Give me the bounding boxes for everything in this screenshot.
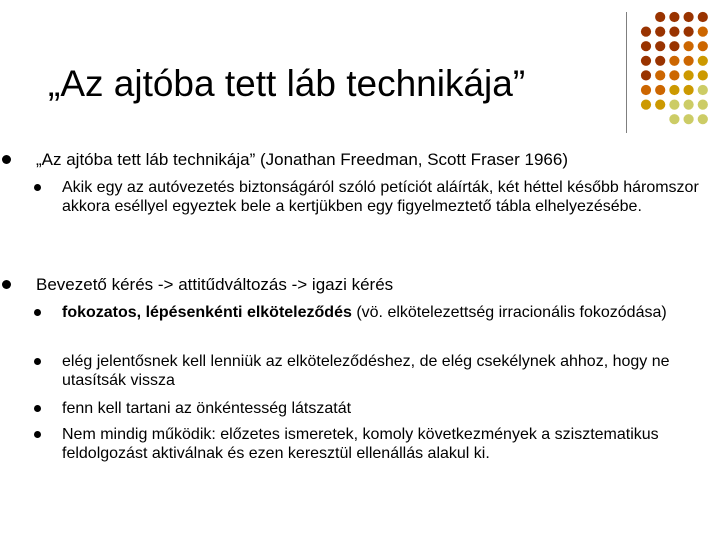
bullet-text: Bevezető kérés -> attitűdváltozás -> igazi kérés	[36, 275, 394, 294]
bullet-item	[36, 275, 706, 294]
decorative-dot	[669, 27, 679, 37]
decorative-dot	[655, 100, 665, 110]
decorative-dot	[669, 41, 679, 51]
decorative-dot	[684, 85, 694, 95]
bullet-item	[36, 150, 706, 169]
sub-bullet-text: Akik egy az autóvezetés biztonságáról szóló petíciót aláírták, két héttel később háromszor akkora eséllyel egyeztek bele a kertjükben egy figyelmeztető tábla elhelyezésébe.	[62, 179, 699, 215]
decorative-dot	[698, 27, 708, 37]
sub-bullet-item	[62, 425, 707, 463]
decorative-dot	[669, 12, 679, 22]
sub-bullet-item	[62, 178, 702, 216]
decorative-dot	[655, 27, 665, 37]
bullet-icon	[34, 309, 41, 316]
decorative-dot	[684, 41, 694, 51]
decorative-dot	[698, 70, 708, 80]
decorative-dot	[655, 56, 665, 66]
slide-title: „Az ajtóba tett láb technikája”	[48, 63, 526, 104]
decorative-dot	[641, 41, 651, 51]
decorative-dot	[669, 114, 679, 124]
decorative-dot	[669, 85, 679, 95]
sub-bullet-bold-text: fokozatos, lépésenkénti elköteleződés	[62, 304, 352, 321]
decorative-dot	[641, 85, 651, 95]
bullet-icon	[2, 280, 11, 289]
sub-bullet-text: (vö. elkötelezettség irracionális fokozódása)	[351, 304, 667, 321]
decorative-dot	[698, 41, 708, 51]
decorative-dot	[655, 70, 665, 80]
decorative-dot	[655, 85, 665, 95]
decorative-dot	[698, 85, 708, 95]
decorative-dot	[641, 70, 651, 80]
sub-bullet-item	[62, 399, 702, 418]
sub-bullet-text: Nem mindig működik: előzetes ismeretek, komoly következmények a szisztematikus feldolgozást aktiválnak és ezen keresztül ellenállás alakul ki.	[62, 426, 659, 462]
decorative-dot	[684, 100, 694, 110]
bullet-icon	[2, 155, 11, 164]
decorative-dot	[698, 56, 708, 66]
bullet-text: „Az ajtóba tett láb technikája” (Jonathan Freedman, Scott Fraser 1966)	[36, 150, 568, 169]
decorative-dot	[641, 100, 651, 110]
sub-bullet-text: fenn kell tartani az önkéntesség látszatát	[62, 400, 352, 417]
decorative-dot	[684, 70, 694, 80]
decorative-dot	[684, 12, 694, 22]
decorative-dot	[684, 56, 694, 66]
decorative-dot	[641, 56, 651, 66]
bullet-icon	[34, 358, 41, 365]
decorative-dot	[698, 12, 708, 22]
bullet-icon	[34, 431, 41, 438]
bullet-icon	[34, 184, 41, 191]
decorative-dot	[669, 100, 679, 110]
decorative-dot	[698, 100, 708, 110]
sub-bullet-item	[62, 303, 702, 322]
decorative-dot	[684, 114, 694, 124]
decorative-dot	[684, 27, 694, 37]
decorative-dot	[698, 114, 708, 124]
decorative-dot	[669, 56, 679, 66]
decorative-dot	[641, 27, 651, 37]
decorative-dot	[655, 12, 665, 22]
sub-bullet-text: elég jelentősnek kell lenniük az elköteleződéshez, de elég csekélynek ahhoz, hogy ne utasítsák vissza	[62, 353, 670, 389]
decorative-dot-grid	[0, 0, 720, 140]
decorative-dot	[655, 41, 665, 51]
decorative-dot	[669, 70, 679, 80]
bullet-icon	[34, 405, 41, 412]
sub-bullet-item	[62, 352, 702, 390]
